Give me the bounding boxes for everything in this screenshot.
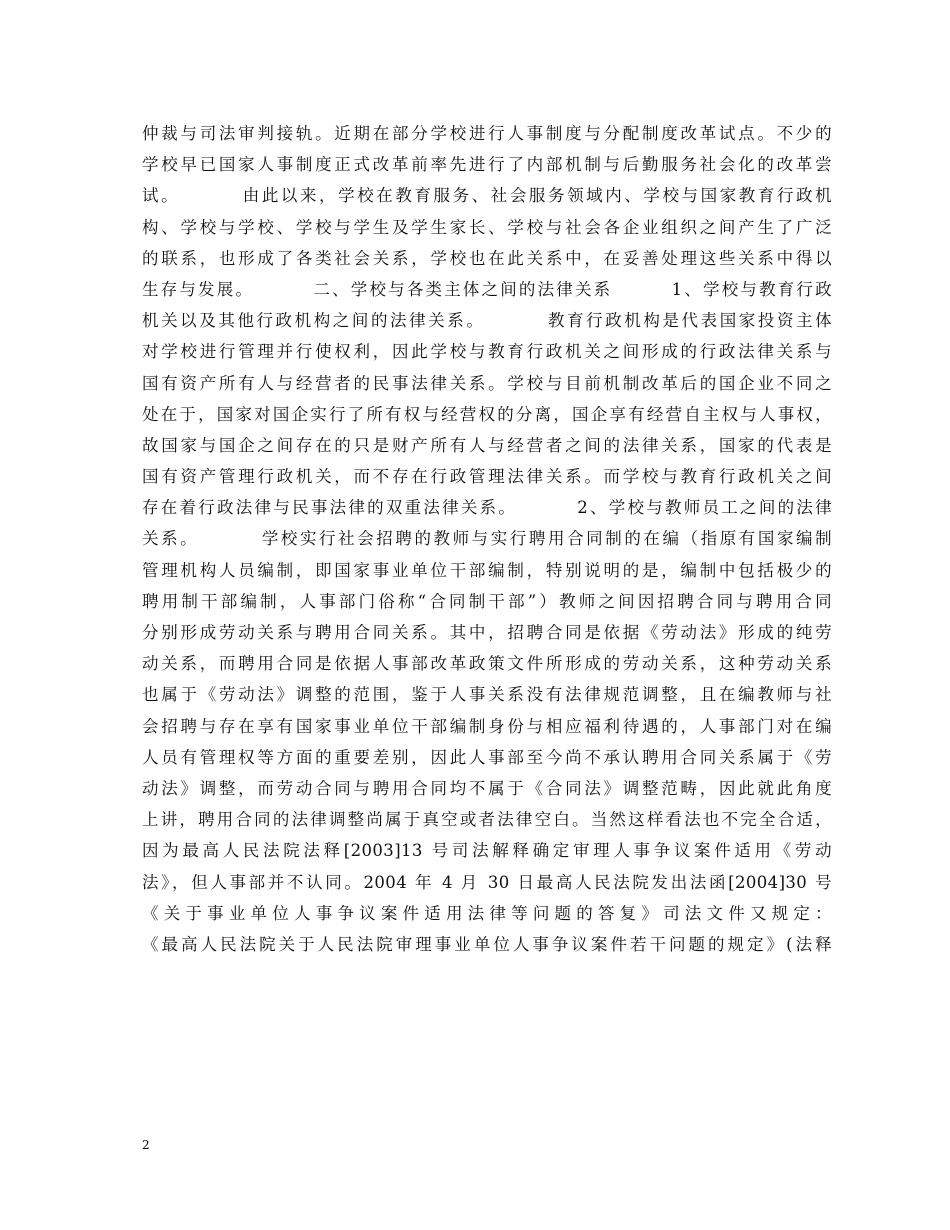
text-line: 法》，但人事部并不认同。2004 年 4 月 30 日最高人民法院发出法函[2004]30 号 [142, 872, 832, 892]
text-line: 故国家与国企之间存在的只是财产所有人与经营者之间的法律关系，国家的代表是 [142, 435, 832, 455]
text-line: 关系。 学校实行社会招聘的教师与实行聘用合同制的在编（指原有国家编制 [142, 529, 832, 549]
text-line: 动法》调整，而劳动合同与聘用合同均不属于《合同法》调整范畴，因此就此角度 [142, 778, 832, 798]
text-line: 构、学校与学校、学校与学生及学生家长、学校与社会各企业组织之间产生了广泛 [142, 217, 832, 237]
text-line: 处在于，国家对国企实行了所有权与经营权的分离，国企享有经营自主权与人事权， [142, 404, 832, 424]
page-number: 2 [142, 1138, 150, 1152]
text-line: 动关系，而聘用合同是依据人事部改革政策文件所形成的劳动关系，这种劳动关系 [142, 654, 832, 674]
text-line: 国有资产管理行政机关，而不存在行政管理法律关系。而学校与教育行政机关之间 [142, 467, 832, 487]
text-line: 管理机构人员编制，即国家事业单位干部编制，特别说明的是，编制中包括极少的 [142, 560, 832, 580]
text-line: 对学校进行管理并行使权利，因此学校与教育行政机关之间形成的行政法律关系与 [142, 342, 832, 362]
text-line: 人员有管理权等方面的重要差别，因此人事部至今尚不承认聘用合同关系属于《劳 [142, 747, 832, 767]
text-line: 机关以及其他行政机构之间的法律关系。 教育行政机构是代表国家投资主体 [142, 311, 832, 331]
body-text [142, 118, 832, 960]
text-line: 《最高人民法院关于人民法院审理事业单位人事争议案件若干问题的规定》(法释 [142, 934, 832, 954]
text-line: 《关于事业单位人事争议案件适用法律等问题的答复》司法文件又规定： [142, 903, 832, 923]
text-line: 生存与发展。 二、学校与各类主体之间的法律关系 1、学校与教育行政 [142, 279, 832, 299]
text-line: 因为最高人民法院法释[2003]13 号司法解释确定审理人事争议案件适用《劳动 [142, 841, 832, 861]
text-line: 存在着行政法律与民事法律的双重法律关系。 2、学校与教师员工之间的法律 [142, 498, 832, 518]
text-line: 上讲，聘用合同的法律调整尚属于真空或者法律空白。当然这样看法也不完全合适， [142, 810, 832, 830]
text-line: 的联系，也形成了各类社会关系，学校也在此关系中，在妥善处理这些关系中得以 [142, 248, 832, 268]
text-line: 聘用制干部编制，人事部门俗称“合同制干部”）教师之间因招聘合同与聘用合同 [142, 591, 832, 611]
text-line: 也属于《劳动法》调整的范围，鉴于人事关系没有法律规范调整，且在编教师与社 [142, 685, 832, 705]
text-line: 分别形成劳动关系与聘用合同关系。其中，招聘合同是依据《劳动法》形成的纯劳 [142, 623, 832, 642]
text-line: 国有资产所有人与经营者的民事法律关系。学校与目前机制改革后的国企业不同之 [142, 373, 832, 393]
text-line: 试。 由此以来，学校在教育服务、社会服务领域内、学校与国家教育行政机 [142, 186, 832, 206]
text-line: 仲裁与司法审判接轨。近期在部分学校进行人事制度与分配制度改革试点。不少的 [142, 124, 832, 143]
text-line: 学校早已国家人事制度正式改革前率先进行了内部机制与后勤服务社会化的改革尝 [142, 155, 832, 175]
text-line: 会招聘与存在享有国家事业单位干部编制身份与相应福利待遇的，人事部门对在编 [142, 716, 832, 736]
